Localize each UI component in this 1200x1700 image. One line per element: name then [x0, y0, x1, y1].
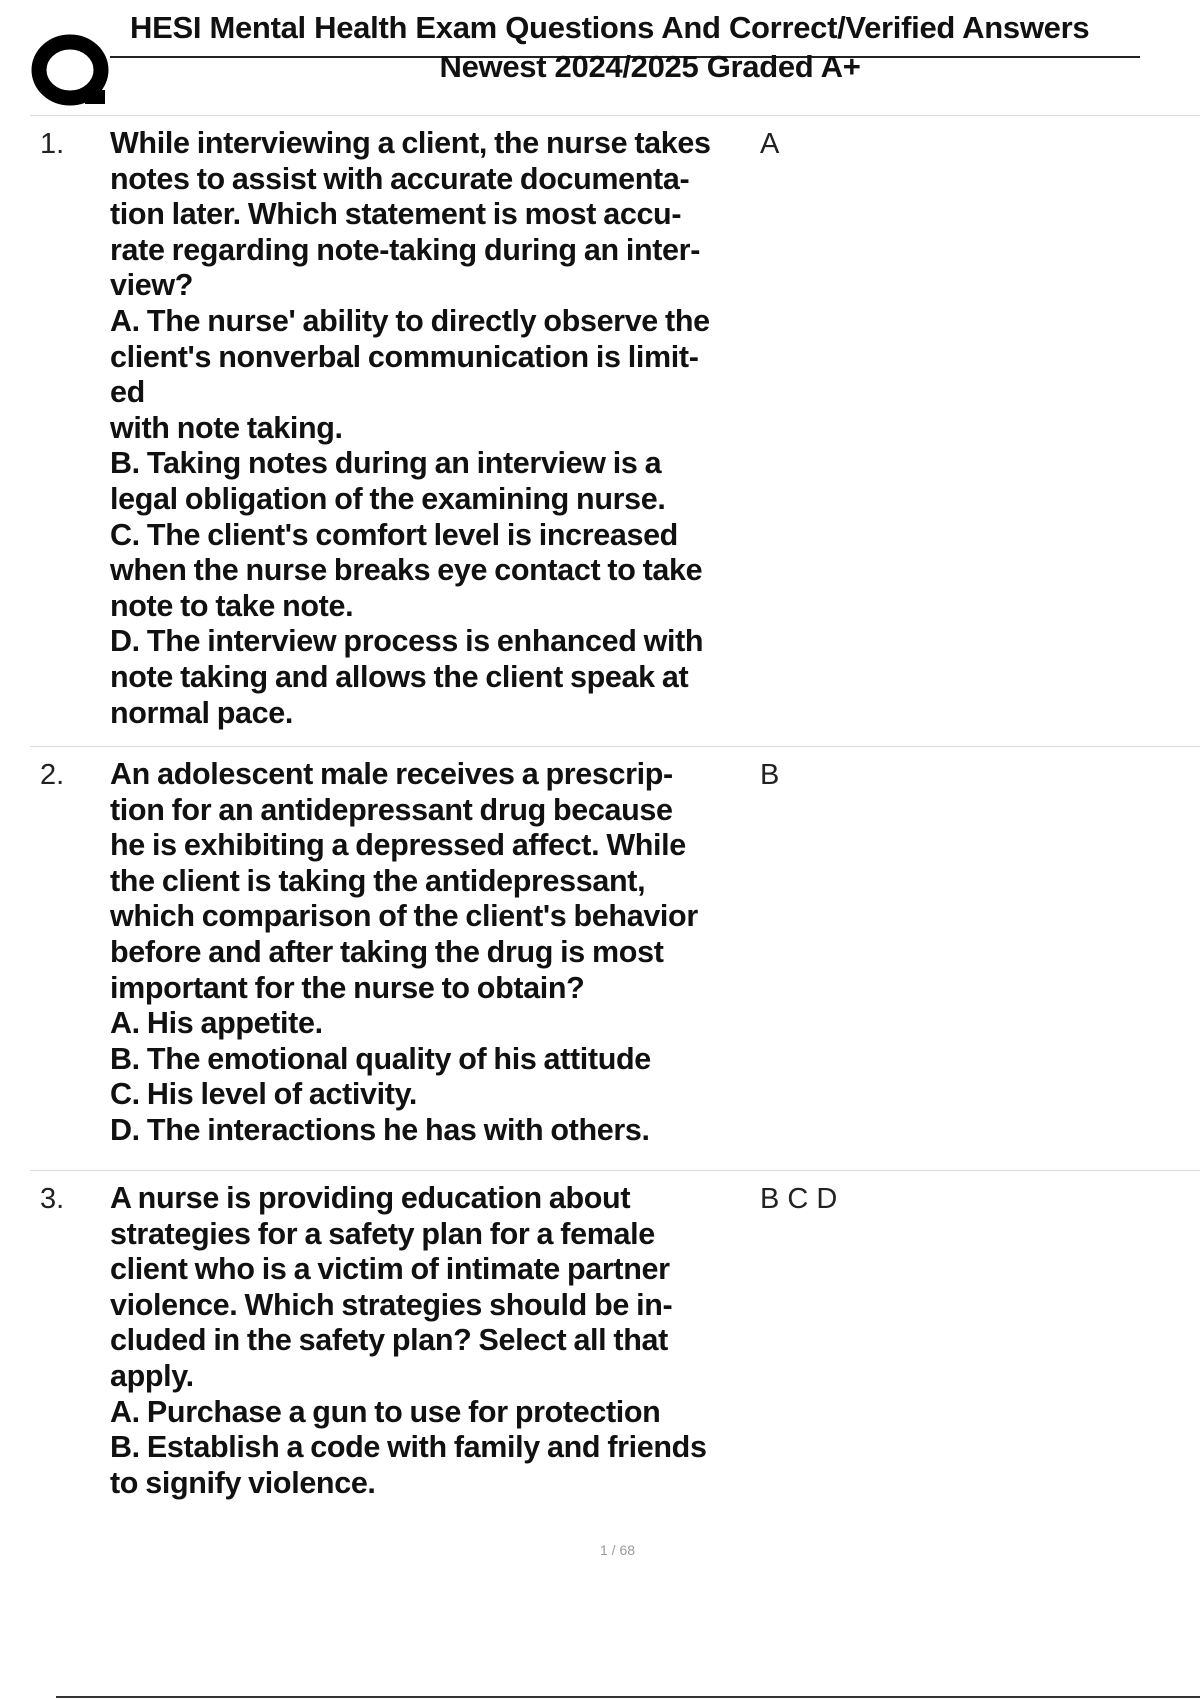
footer-rule: [56, 1696, 1200, 1698]
question-row-3: [30, 1171, 1200, 1531]
document-title: HESI Mental Health Exam Questions And Correct/Verified Answers: [130, 10, 1090, 45]
question-number: 3.: [40, 1183, 65, 1215]
question-line: client's nonverbal communication is limit-: [110, 339, 699, 374]
question-line: A nurse is providing education about: [110, 1181, 631, 1215]
question-number: 1.: [40, 128, 65, 160]
q-letter-logo-icon: [30, 32, 110, 112]
answer-text: B: [760, 759, 780, 791]
question-line: which comparison of the client's behavior: [110, 899, 698, 934]
page-number: 1 / 68: [599, 1542, 636, 1558]
question-line: While interviewing a client, the nurse takes: [110, 126, 711, 160]
answer-text: A: [760, 128, 780, 160]
question-line: normal pace.: [110, 695, 293, 730]
question-line: cluded in the safety plan? Select all that: [110, 1323, 668, 1358]
question-line: tion later. Which statement is most accu-: [110, 197, 682, 232]
question-line: violence. Which strategies should be in-: [110, 1287, 673, 1322]
question-line: strategies for a safety plan for a female: [110, 1216, 655, 1251]
question-line: D. The interactions he has with others.: [110, 1112, 650, 1147]
question-line: note taking and allows the client speak at: [110, 659, 689, 694]
question-line: A. The nurse' ability to directly observe the: [110, 303, 710, 338]
question-line: apply.: [110, 1358, 194, 1393]
question-line: client who is a victim of intimate partner: [110, 1252, 670, 1287]
question-row-1: [30, 116, 1200, 747]
question-row-2: [30, 747, 1200, 1171]
question-line: legal obligation of the examining nurse.: [110, 481, 666, 516]
answer-text: B C D: [760, 1183, 838, 1215]
question-line: rate regarding note-taking during an inter-: [110, 232, 700, 267]
question-line: C. The client's comfort level is increased: [110, 517, 678, 552]
question-line: An adolescent male receives a prescrip-: [110, 757, 673, 791]
question-line: the client is taking the antidepressant,: [110, 863, 646, 898]
question-line: notes to assist with accurate documenta-: [110, 161, 690, 196]
question-line: C. His level of activity.: [110, 1077, 418, 1112]
question-list: [30, 116, 1200, 1531]
question-line: tion for an antidepressant drug because: [110, 792, 673, 827]
document-header: [0, 0, 1200, 116]
question-line: to signify violence.: [110, 1465, 376, 1500]
question-line: ed: [110, 375, 145, 410]
question-number: 2.: [40, 759, 65, 791]
question-line: A. Purchase a gun to use for protection: [110, 1394, 661, 1429]
question-line: important for the nurse to obtain?: [110, 970, 585, 1005]
question-text: [110, 126, 750, 731]
question-text: [110, 1181, 750, 1501]
question-line: note to take note.: [110, 588, 354, 623]
question-line: B. Taking notes during an interview is a: [110, 446, 662, 481]
question-line: before and after taking the drug is most: [110, 934, 664, 969]
question-line: B. Establish a code with family and friends: [110, 1430, 707, 1465]
question-line: view?: [110, 268, 194, 303]
question-line: he is exhibiting a depressed affect. While: [110, 828, 686, 863]
question-line: B. The emotional quality of his attitude: [110, 1041, 651, 1076]
question-line: when the nurse breaks eye contact to take: [110, 553, 703, 588]
question-line: D. The interview process is enhanced with: [110, 624, 704, 659]
question-line: A. His appetite.: [110, 1006, 323, 1041]
question-text: [110, 757, 750, 1149]
question-line: with note taking.: [110, 410, 343, 445]
document-subtitle: Newest 2024/2025 Graded A+: [439, 49, 861, 84]
